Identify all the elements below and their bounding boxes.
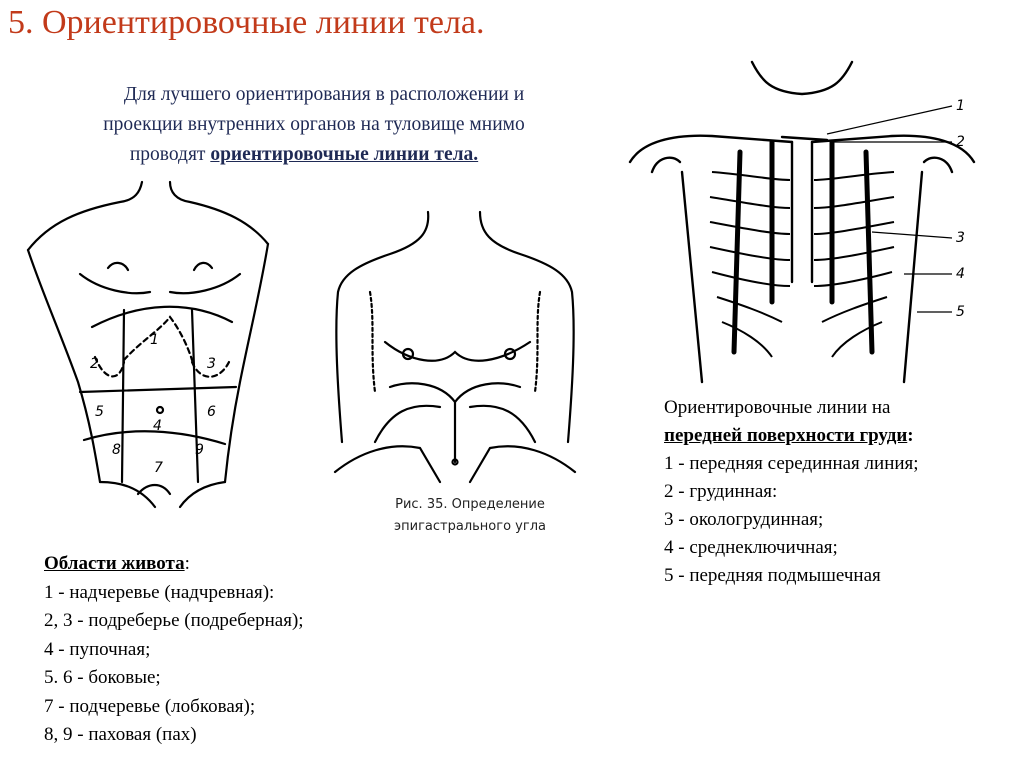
abdomen-regions-figure bbox=[20, 182, 290, 522]
intro-paragraph bbox=[24, 80, 604, 170]
abdomen-legend-heading bbox=[44, 550, 304, 579]
abdomen-legend-colon: : bbox=[184, 553, 190, 574]
epigastric-caption bbox=[375, 494, 565, 538]
chest-legend-item: 5 - передняя подмышечная bbox=[664, 565, 881, 586]
abdomen-label-3: 3 bbox=[207, 356, 216, 372]
abdomen-legend-heading-text: Области живота bbox=[44, 553, 185, 574]
abdomen-label-2: 2 bbox=[90, 356, 99, 372]
chest-label-1: 1 bbox=[956, 98, 965, 114]
caption-line-1: Рис. 35. Определение bbox=[395, 497, 545, 512]
abdomen-legend-item: 8, 9 - паховая (пах) bbox=[44, 724, 197, 745]
chest-lines-figure bbox=[622, 62, 992, 387]
abdomen-label-4: 4 bbox=[153, 418, 162, 434]
abdomen-legend-item: 4 - пупочная; bbox=[44, 638, 151, 660]
abdomen-legend-item: 7 - подчеревье (лобковая); bbox=[44, 695, 256, 717]
chest-label-4: 4 bbox=[956, 266, 965, 282]
chest-legend-heading-text: передней поверхности груди bbox=[664, 425, 908, 446]
intro-line-3 bbox=[24, 140, 604, 170]
chest-legend-colon: : bbox=[907, 425, 914, 446]
abdomen-label-5: 5 bbox=[95, 404, 104, 420]
chest-legend-item: 3 - окологрудинная; bbox=[664, 509, 824, 530]
chest-legend-item: 1 - передняя серединная линия; bbox=[664, 453, 919, 474]
chest-legend-intro: Ориентировочные линии на bbox=[664, 397, 891, 418]
intro-line-3-prefix: проводят bbox=[129, 144, 211, 165]
abdomen-legend bbox=[44, 550, 304, 750]
chest-label-2: 2 bbox=[956, 134, 965, 150]
chest-legend bbox=[664, 394, 919, 590]
caption-line-2: эпигастрального угла bbox=[394, 519, 546, 534]
intro-key-term: ориентировочные линии тела. bbox=[210, 144, 479, 165]
abdomen-label-6: 6 bbox=[207, 404, 216, 420]
intro-line-1: Для лучшего ориентирования в расположении и bbox=[123, 84, 525, 105]
abdomen-legend-item: 5. 6 - боковые; bbox=[44, 667, 161, 688]
chest-legend-heading bbox=[664, 422, 919, 450]
epigastric-angle-figure bbox=[330, 212, 580, 492]
chest-label-3: 3 bbox=[956, 230, 965, 246]
chest-legend-item: 4 - среднеключичная; bbox=[664, 537, 838, 558]
intro-line-2: проекции внутренних органов на туловище мнимо bbox=[103, 114, 525, 135]
abdomen-label-9: 9 bbox=[195, 442, 204, 458]
chest-label-5: 5 bbox=[956, 304, 965, 320]
abdomen-legend-item: 1 - надчеревье (надчревная): bbox=[44, 581, 275, 603]
abdomen-label-7: 7 bbox=[154, 460, 163, 476]
abdomen-label-8: 8 bbox=[112, 442, 121, 458]
abdomen-label-1: 1 bbox=[150, 332, 159, 348]
slide-title: 5. Ориентировочные линии тела. bbox=[8, 4, 485, 41]
abdomen-legend-item: 2, 3 - подреберье (подреберная); bbox=[44, 610, 304, 631]
chest-legend-item: 2 - грудинная: bbox=[664, 481, 778, 502]
